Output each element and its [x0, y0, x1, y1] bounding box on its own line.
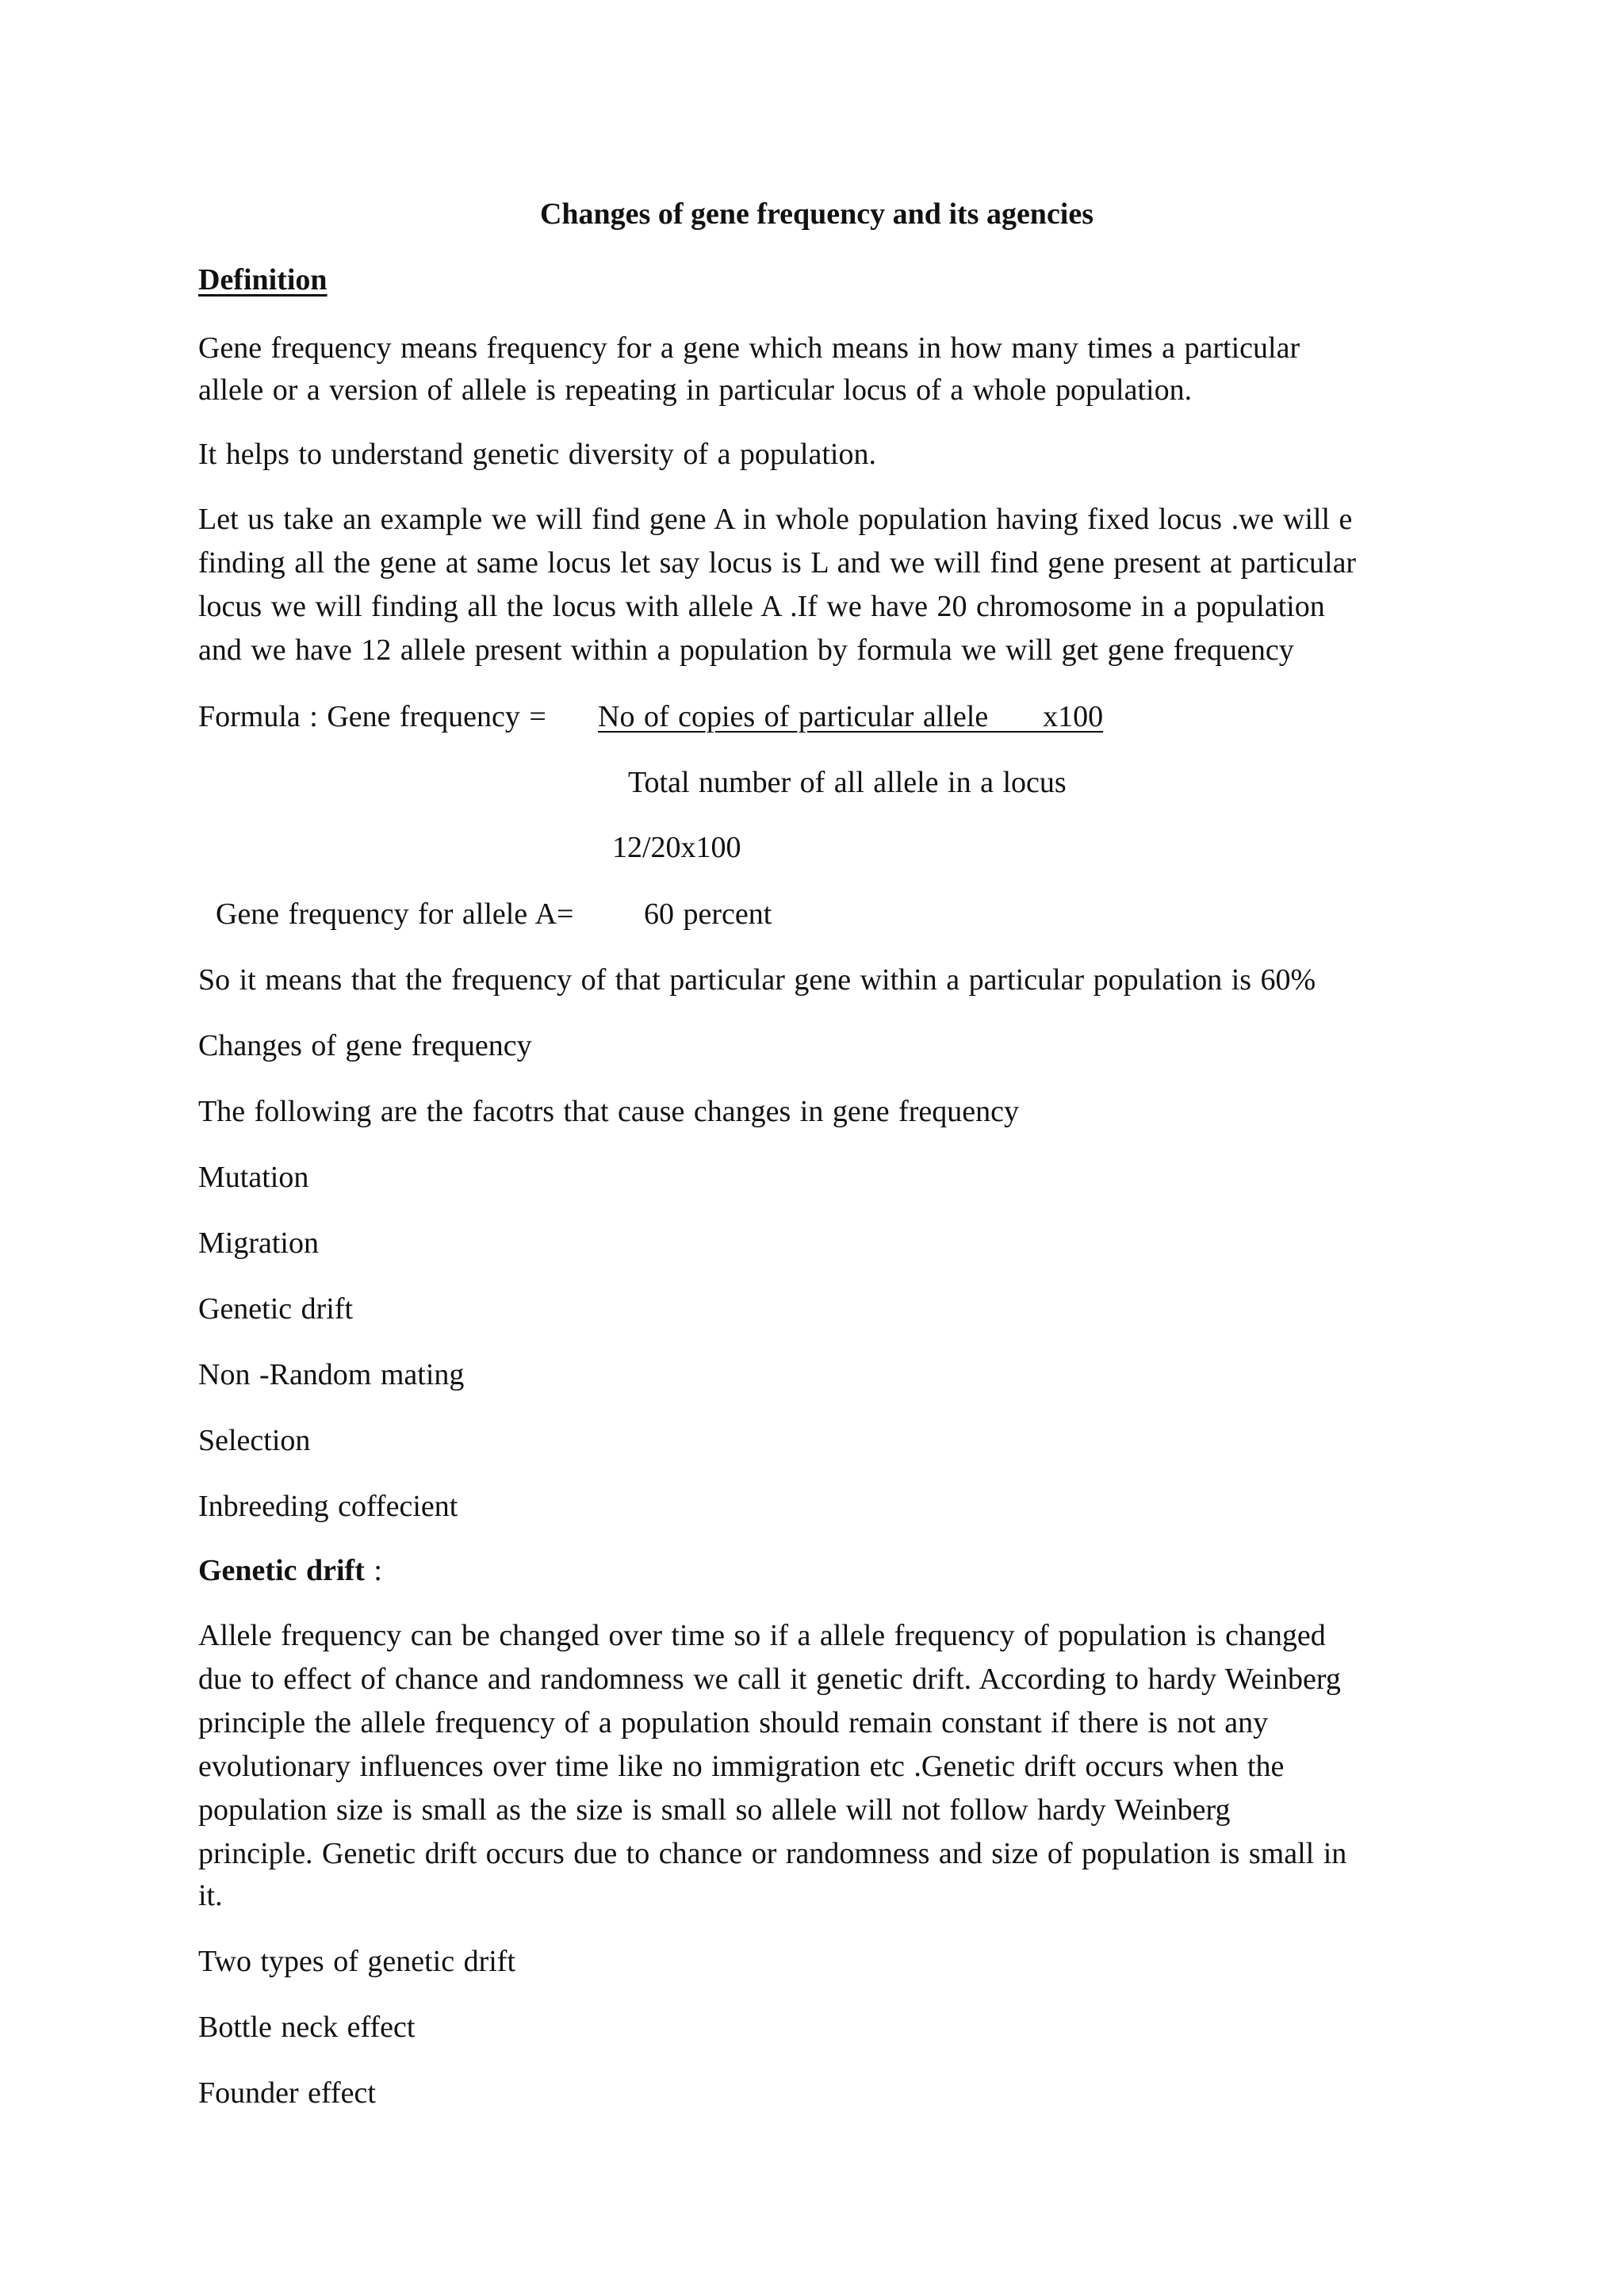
type-item: Founder effect	[198, 2076, 376, 2110]
definition-heading: Definition	[198, 263, 327, 297]
drift-line-7: it.	[198, 1879, 223, 1912]
changes-heading: Changes of gene frequency	[198, 1029, 532, 1062]
type-item: Bottle neck effect	[198, 2011, 416, 2044]
drift-line-5: population size is small as the size is small so allele will not follow hardy Weinberg	[198, 1793, 1231, 1827]
example-line-3: locus we will finding all the locus with allele A .If we have 20 chromosome in a population	[198, 590, 1325, 623]
formula-label: Formula : Gene frequency =	[198, 700, 546, 733]
result-value: 60 percent	[644, 897, 772, 931]
formula-numerator: No of copies of particular allele x100	[598, 700, 1104, 733]
drift-heading: Genetic drift	[198, 1554, 365, 1587]
drift-line-2: due to effect of chance and randomness we call it genetic drift. According to hardy Weinberg	[198, 1663, 1341, 1696]
factor-item: Genetic drift	[198, 1292, 354, 1326]
factors-intro: The following are the facotrs that cause changes in gene frequency	[198, 1095, 1019, 1128]
drift-line-3: principle the allele frequency of a population should remain constant if there is not any	[198, 1706, 1269, 1739]
drift-line-4: evolutionary influences over time like no immigration etc .Genetic drift occurs when the	[198, 1750, 1285, 1783]
drift-heading-row	[198, 1549, 382, 1592]
definition-line-1: Gene frequency means frequency for a gene which means in how many times a particular	[198, 331, 1300, 365]
example-line-4: and we have 12 allele present within a population by formula we will get gene frequency	[198, 633, 1294, 667]
factor-item: Mutation	[198, 1161, 309, 1194]
drift-line-1: Allele frequency can be changed over time so if a allele frequency of population is changed	[198, 1619, 1326, 1652]
drift-heading-suffix: :	[364, 1554, 382, 1587]
document-title: Changes of gene frequency and its agencies	[539, 197, 1094, 231]
formula-denominator: Total number of all allele in a locus	[628, 766, 1067, 799]
definition-line-2: allele or a version of allele is repeating in particular locus of a whole population.	[198, 373, 1193, 407]
drift-line-6: principle. Genetic drift occurs due to chance or randomness and size of population is small in	[198, 1837, 1347, 1870]
factor-item: Non -Random mating	[198, 1358, 465, 1391]
result-label: Gene frequency for allele A=	[216, 897, 574, 931]
factor-item: Inbreeding coffecient	[198, 1490, 458, 1523]
conclusion-line: So it means that the frequency of that particular gene within a particular population is 60%	[198, 963, 1316, 997]
factor-item: Migration	[198, 1226, 319, 1260]
diversity-line: It helps to understand genetic diversity of a population.	[198, 438, 876, 471]
types-intro: Two types of genetic drift	[198, 1945, 516, 1978]
example-line-2: finding all the gene at same locus let say locus is L and we will find gene present at particular	[198, 546, 1357, 580]
example-line-1: Let us take an example we will find gene A in whole population having fixed locus .we will e	[198, 503, 1353, 536]
formula-calculation: 12/20x100	[612, 831, 741, 864]
factor-item: Selection	[198, 1424, 311, 1457]
